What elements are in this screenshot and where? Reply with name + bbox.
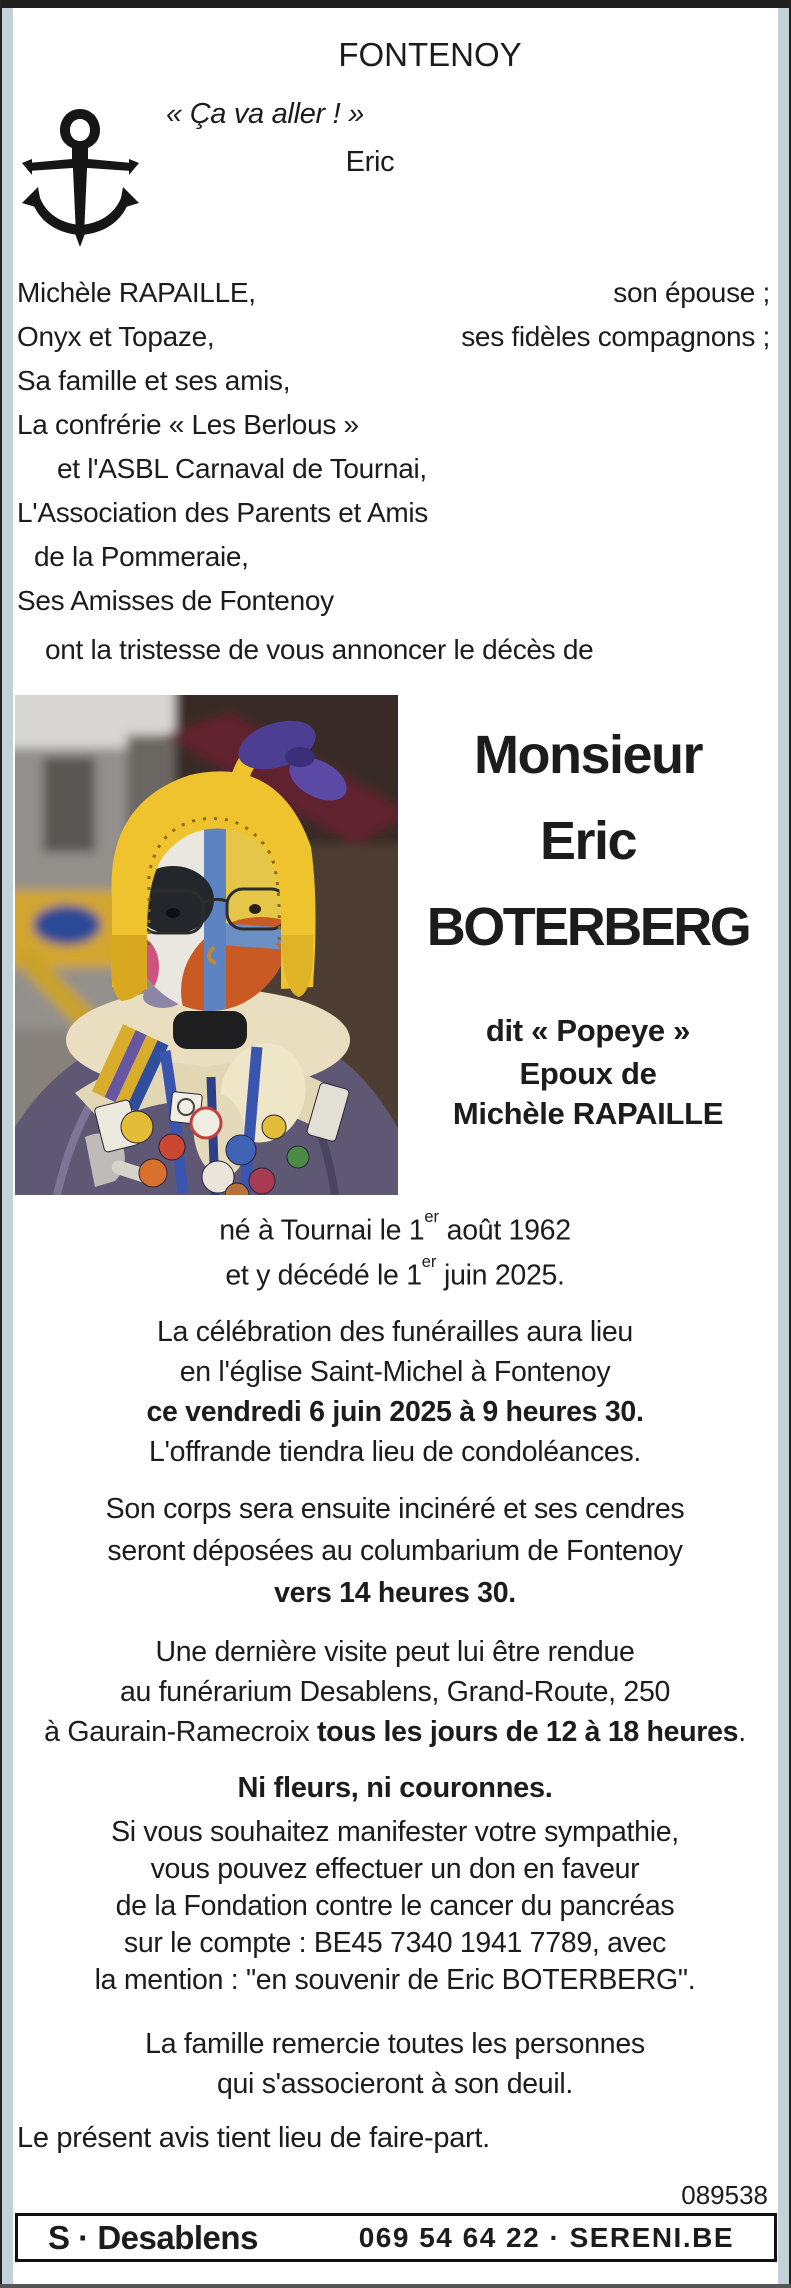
cremation-line: seront déposées au columbarium de Fontenoy: [107, 1535, 683, 1567]
thanks-line: qui s'associeront à son deuil.: [216, 2068, 574, 2100]
death-text-end: juin 2025.: [436, 1259, 565, 1291]
place-title: FONTENOY: [338, 36, 522, 73]
thanks-line: La famille remercie toutes les personnes: [145, 2028, 645, 2060]
thanks-paragraph: [13, 2024, 777, 2104]
funeral-paragraph: [13, 1312, 777, 1472]
visit-line: au funérarium Desablens, Grand-Route, 250: [119, 1676, 671, 1708]
cremation-paragraph: [13, 1488, 777, 1614]
visit-place: à Gaurain-Ramecroix: [44, 1716, 317, 1748]
mourners-list: [17, 276, 772, 628]
visit-hours-line: [13, 1712, 777, 1752]
mourner-row: [17, 364, 772, 408]
donation-line: de la Fondation contre le cancer du pancréas: [115, 1890, 675, 1922]
mourner-row: [17, 276, 772, 320]
visit-hours: tous les jours de 12 à 18 heures: [316, 1716, 739, 1748]
birth-text: né à Tournai le 1: [219, 1214, 425, 1247]
funeral-home-contact: 069 54 64 22 · SERENI.BE: [358, 2221, 734, 2253]
deceased-first-name: Eric: [539, 811, 637, 871]
donation-paragraph: [13, 1814, 777, 1999]
frame-right-strip: [778, 8, 789, 2284]
announcement-line: ont la tristesse de vous annoncer le décès de: [45, 634, 594, 665]
memorial-quote-author: Eric: [345, 146, 395, 178]
funeral-line: La célébration des funérailles aura lieu: [157, 1316, 633, 1348]
frame-bottom-bar: [0, 2284, 791, 2288]
deceased-nickname: dit « Popeye »: [485, 1013, 691, 1048]
mourner-row: [17, 584, 772, 628]
funeral-line: L'offrande tiendra lieu de condoléances.: [148, 1436, 642, 1468]
mourner-row: [17, 408, 772, 452]
cremation-time: vers 14 heures 30.: [274, 1577, 516, 1609]
deceased-name-block: [400, 712, 776, 1134]
mourner-name: Michèle RAPAILLE,: [17, 277, 256, 308]
frame-top-bar: [0, 0, 791, 8]
mourner-name: La confrérie « Les Berlous »: [17, 409, 359, 440]
funeral-home-brand: S · Desablens: [48, 2218, 258, 2256]
life-dates: [13, 1205, 777, 1294]
mourner-name: L'Association des Parents et Amis: [17, 497, 428, 528]
spouse-name: Michèle RAPAILLE: [452, 1096, 724, 1131]
mourner-name: Sa famille et ses amis,: [17, 365, 291, 396]
birth-ordinal: er: [424, 1207, 440, 1227]
memorial-quote: « Ça va aller ! »: [166, 98, 364, 130]
donation-line: vous pouvez effectuer un don en faveur: [150, 1853, 640, 1885]
legal-notice: Le présent avis tient lieu de faire-part.: [17, 2122, 490, 2154]
mourner-name: et l'ASBL Carnaval de Tournai,: [57, 453, 427, 484]
funeral-datetime: ce vendredi 6 juin 2025 à 9 heures 30.: [146, 1396, 644, 1428]
spouse-label: Epoux de: [519, 1056, 657, 1091]
mourner-name: Ses Amisses de Fontenoy: [17, 585, 334, 616]
deceased-title: Monsieur: [473, 725, 703, 785]
mourner-name: de la Pommeraie,: [34, 541, 249, 572]
anchor-icon: [18, 107, 143, 249]
carnival-portrait-illustration: [15, 695, 398, 1195]
portrait-photo: [15, 695, 398, 1195]
reference-number: 089538: [681, 2180, 768, 2210]
birth-text-end: août 1962: [439, 1214, 571, 1247]
donation-account-line: sur le compte : BE45 7340 1941 7789, avec: [123, 1927, 667, 1959]
birth-line: [13, 1205, 777, 1250]
donation-line: Si vous souhaitez manifester votre sympathie,: [111, 1816, 679, 1848]
mourner-row: [17, 496, 772, 540]
funeral-line: en l'église Saint-Michel à Fontenoy: [179, 1356, 611, 1388]
mourner-row: [17, 452, 772, 496]
donation-mention-line: la mention : "en souvenir de Eric BOTERBERG".: [94, 1964, 696, 1996]
deceased-last-name: BOTERBERG: [426, 897, 750, 957]
flowers-line: Ni fleurs, ni couronnes.: [237, 1772, 553, 1804]
death-text: et y décédé le 1: [225, 1259, 422, 1291]
cremation-line: Son corps sera ensuite incinéré et ses cendres: [105, 1493, 685, 1525]
mourner-row: [17, 540, 772, 584]
visit-paragraph: [13, 1632, 777, 1752]
death-ordinal: er: [421, 1251, 437, 1271]
visit-line: Une dernière visite peut lui être rendue: [155, 1636, 635, 1668]
mourner-relation: ses fidèles compagnons ;: [461, 321, 770, 352]
death-line: [13, 1250, 777, 1295]
frame-left-strip: [2, 8, 13, 2284]
mourner-row: [17, 320, 772, 364]
funeral-home-footer: [15, 2213, 777, 2262]
mourner-relation: son épouse ;: [613, 277, 770, 308]
mourner-name: Onyx et Topaze,: [17, 321, 215, 352]
visit-period: .: [738, 1716, 746, 1748]
